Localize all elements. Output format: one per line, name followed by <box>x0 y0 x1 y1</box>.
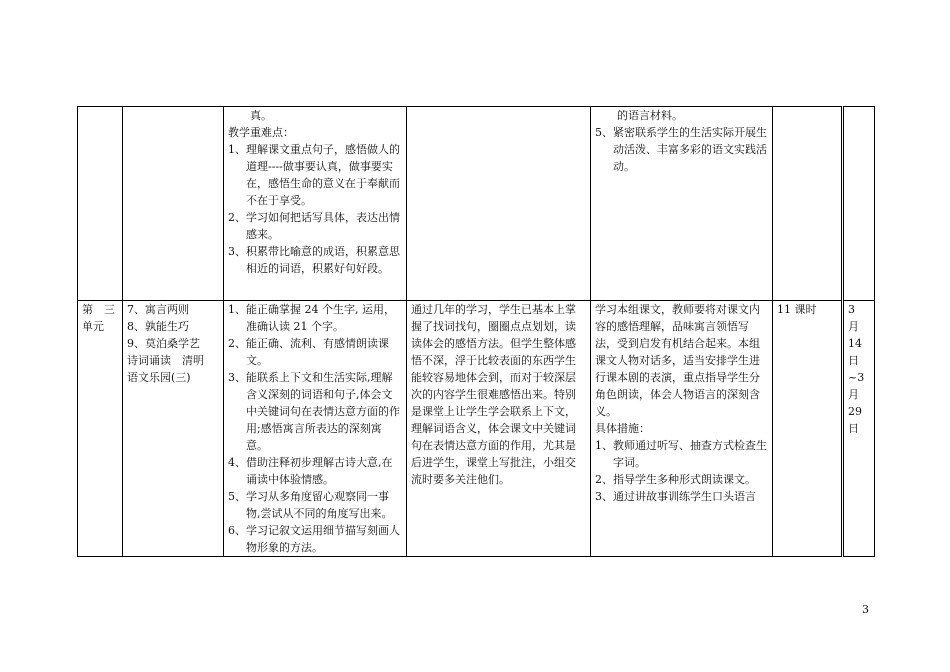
list-item: 1、 能正确掌握 24 个生字, 运用，准确认读 21 个字。 <box>228 303 395 333</box>
list-item: 2、 学习如何把话写具体，表达出情感来。 <box>228 211 400 241</box>
list-item: 1、 教师通过听写、抽查方式检查生字词。 <box>595 439 767 469</box>
lesson-item: 语文乐园(三) <box>127 371 191 384</box>
page-number: 3 <box>862 603 869 616</box>
measures-continuation: 的语言材料。 <box>617 109 683 122</box>
measures-cell <box>591 107 773 301</box>
hours-cell <box>773 301 843 557</box>
list-item: 5、 学习从多角度留心观察同一事物,尝试从不同的角度写出来。 <box>228 490 393 520</box>
teaching-plan-table <box>77 106 875 557</box>
date-cell <box>843 301 875 557</box>
date-cell-empty <box>843 107 875 301</box>
table-row <box>78 107 875 301</box>
date-part: 月 <box>848 388 859 401</box>
measures-heading: 具体措施： <box>595 422 650 435</box>
lessons-cell <box>123 301 224 557</box>
hours-cell-empty <box>773 107 843 301</box>
date-part: 14 <box>848 337 862 350</box>
date-part: 3 <box>848 303 855 316</box>
table-row <box>78 301 875 557</box>
unit-label: 第 三单元 <box>82 303 115 333</box>
lesson-item: 8、孰能生巧 <box>127 320 189 333</box>
list-item: 3、 积累带比喻意的成语，积累意思相近的词语，积累好句好段。 <box>228 245 400 275</box>
date-part: 月 <box>848 320 859 333</box>
goals-continuation: 真。 <box>250 109 272 122</box>
list-item: 5、 紧密联系学生的生活实际开展生动活泼、丰富多彩的语文实践活动。 <box>595 126 767 173</box>
date-part: ~3 <box>848 371 865 384</box>
date-part: 日 <box>848 422 859 435</box>
analysis-cell-empty <box>407 107 591 301</box>
list-item: 3、 能联系上下文和生活实际,理解含义深刻的词语和句子,体会文中关键词句在表情达意方面的作用;感悟寓言所表达的深刻寓意。 <box>228 371 400 452</box>
unit-cell <box>78 301 123 557</box>
list-item: 2、 能正确、流利、有感情朗读课文。 <box>228 337 389 367</box>
list-item: 6、 学习记叙文运用细节描写刻画人物形象的方法。 <box>228 524 400 554</box>
unit-cell-empty <box>78 107 123 301</box>
list-item: 4、 借助注释初步理解古诗大意,在诵读中体验情感。 <box>228 456 393 486</box>
analysis-cell <box>407 301 591 557</box>
lesson-item: 诗词诵读 清明 <box>127 354 204 367</box>
lessons-cell-empty <box>123 107 224 301</box>
date-part: 29 <box>848 405 862 418</box>
list-item: 2、 指导学生多种形式朗读课文。 <box>595 473 756 486</box>
list-item: 3、 通过讲故事训练学生口头语言 <box>595 490 756 503</box>
date-part: 日 <box>848 354 859 367</box>
goals-cell <box>224 107 407 301</box>
measures-intro: 学习本组课文，教师要将对课文内容的感悟理解，品味寓言领悟写法，受到启发有机结合起来。本组课文人物对话多，适当安排学生进行课本剧的表演，重点指导学生分角色朗读，体会人物语言的深刻含义。 <box>595 303 760 418</box>
list-item: 1、 理解课文重点句子，感悟做人的道理----做事要认真，做事要实在，感悟生命的意义在于奉献而不在于享受。 <box>228 143 400 207</box>
hours-value: 11 课时 <box>777 303 817 316</box>
lesson-item: 7、寓言两则 <box>127 303 189 316</box>
student-analysis-text: 通过几年的学习，学生已基本上掌握了找词找句，圈圈点点划划，读读体会的感悟方法。但学生整体感悟不深，浮于比较表面的东西学生能较容易地体会到，而对于较深层次的内容学生很难感悟出来。特别是课堂上让学生学会联系上下文，理解词语含义，体会课文中关键词句在表情达意方面的作用，尤其是后进学生，课堂上写批注，小组交流时要多关注他们。 <box>411 303 576 486</box>
measures-cell <box>591 301 773 557</box>
goals-heading: 教学重难点： <box>228 126 294 139</box>
lesson-item: 9、莫泊桑学艺 <box>127 337 200 350</box>
goals-cell <box>224 301 407 557</box>
